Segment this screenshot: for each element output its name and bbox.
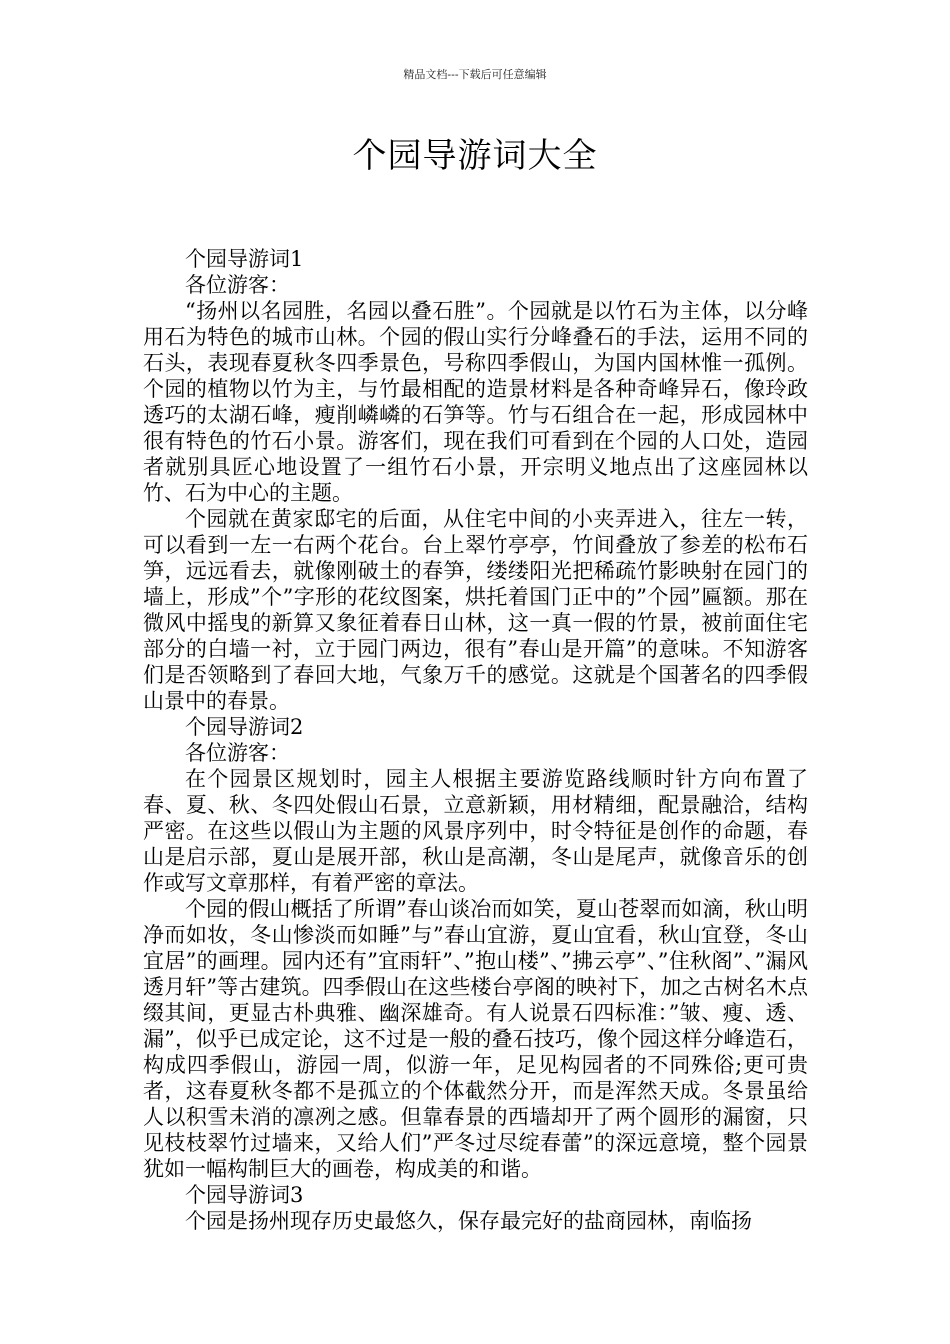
paragraph: 个园的假山概括了所谓”春山谈冶而如笑，夏山苍翠而如滴，秋山明净而如妆，冬山惨淡而如睡”与”春山宜游，夏山宜看，秋山宜登，冬山宜居”的画理。园内还有”宜雨轩”、”抱山楼”、”拂云亭”、”住秋阁”、”漏风透月轩”等古建筑。四季假山在这些楼台亭阁的映衬下，加之古树名木点缀其间，更显古朴典雅、幽深雄奇。有人说景石四标准：”皱、瘦、透、漏”，似乎已成定论，这不过是一般的叠石技巧，像个园这样分峰造石，构成四季假山，游园一周，似游一年，足见构园者的不同殊俗;更可贵者，这春夏秋冬都不是孤立的个体截然分开，而是浑然天成。冬景虽给人以积雪未消的凛冽之感。但靠春景的西墙却开了两个圆形的漏窗，只见枝枝翠竹过墙来，又给人们”严冬过尽绽春蕾”的深远意境，整个园景犹如一幅构制巨大的画卷，构成美的和谐。 <box>143 897 808 1181</box>
document-title: 个园导游词大全 <box>352 136 598 176</box>
paragraph: 个园是扬州现存历史最悠久，保存最完好的盐商园林，南临扬 <box>185 1209 752 1233</box>
section-heading-2: 个园导游词2 <box>185 715 304 739</box>
paragraph: 在个园景区规划时，园主人根据主要游览路线顺时针方向布置了春、夏、秋、冬四处假山石景，立意新颖，用材精细，配景融洽，结构严密。在这些以假山为主题的风景序列中，时令特征是创作的命题，春山是启示部，夏山是展开部，秋山是高潮，冬山是尾声，就像音乐的创作或写文章那样，有着严密的章法。 <box>143 767 808 895</box>
page-header: 精品文档---下载后可任意编辑 <box>403 68 547 81</box>
salutation-2: 各位游客： <box>185 741 290 765</box>
section-heading-3: 个园导游词3 <box>185 1183 304 1207</box>
document-body <box>143 246 808 1234</box>
section-heading-1: 个园导游词1 <box>185 247 304 271</box>
paragraph: “扬州以名园胜，名园以叠石胜”。个园就是以竹石为主体，以分峰用石为特色的城市山林。个园的假山实行分峰叠石的手法，运用不同的石头，表现春夏秋冬四季景色，号称四季假山，为国内国林惟一孤例。个园的植物以竹为主，与竹最相配的造景材料是各种奇峰异石，像玲政透巧的太湖石峰，瘦削嶙嶙的石笋等。竹与石组合在一起，形成园林中很有特色的竹石小景。游客们，现在我们可看到在个园的人口处，造园者就别具匠心地设置了一组竹石小景，开宗明义地点出了这座园林以竹、石为中心的主题。 <box>143 299 808 505</box>
salutation-1: 各位游客： <box>185 273 290 297</box>
paragraph: 个园就在黄家邸宅的后面，从住宅中间的小夹弄进入，往左一转，可以看到一左一右两个花台。台上翠竹亭亭，竹间叠放了参差的松布石笋，远远看去，就像刚破土的春笋，缕缕阳光把稀疏竹影映射在园门的墙上，形成”个”字形的花纹图案，烘托着国门正中的”个园”匾额。那在微风中摇曳的新算又象征着春日山林，这一真一假的竹景，被前面住宅部分的白墙一衬，立于园门两边，很有”春山是开篇”的意味。不知游客们是否领略到了春回大地，气象万千的感觉。这就是个国著名的四季假山景中的春景。 <box>143 507 808 713</box>
